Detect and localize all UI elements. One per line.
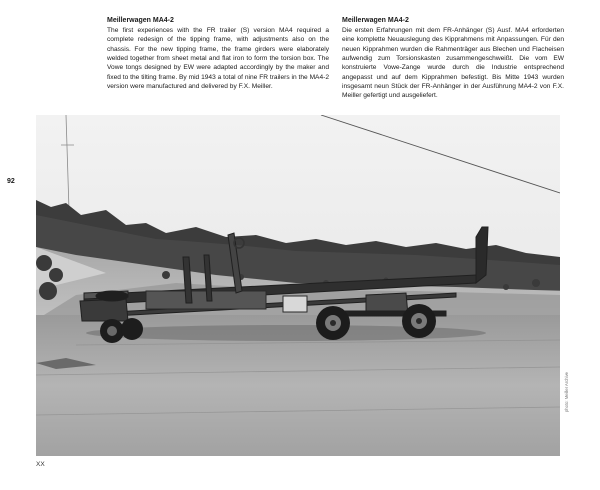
english-heading: Meillerwagen MA4-2 (107, 17, 174, 24)
trailer-photo-illustration (36, 115, 560, 456)
footer-text: XX (36, 461, 45, 468)
german-body: Die ersten Erfahrungen mit dem FR-Anhänger (S) Ausf. MA4 erforderten eine komplette Neuauslegung des Kipprahmens mit Anpassungen. Für den neuen Kipprahmen wurden die Rahmenträger aus Blechen und Flacheisen aufwendig zum Torsionskasten zusammengeschweißt. Die vom EW konstruierte Vowe-Zange wurde durch die Industrie entsprechend angepasst und auf dem Kipprahmen befestigt. Bis Mitte 1943 wurden insgesamt neun Stück der FR-Anhänger in der Ausführung MA4-2 von F.X. Meiller gefertigt und ausgeliefert. (342, 26, 564, 100)
page-number: 92 (7, 178, 15, 185)
german-text-column (342, 16, 564, 101)
photo-credit: photo: Meiller Archive (564, 372, 569, 413)
trailer-photo (36, 115, 560, 456)
german-heading: Meillerwagen MA4-2 (342, 17, 409, 24)
english-body: The first experiences with the FR trailer (S) version MA4 required a complete redesign of the tipping frame, with adjustments also on the chassis. For the new tipping frame, the frame girders were elaborately welded together from sheet metal and flat iron to form the torsion box. The Vowe tongs designed by EW were adapted accordingly by the maker and fixed to the tilting frame. By mid 1943 a total of nine FR trailers in the MA4-2 version were manufactured and delivered by F.X. Meiller. (107, 26, 329, 90)
english-text-column (107, 16, 329, 91)
